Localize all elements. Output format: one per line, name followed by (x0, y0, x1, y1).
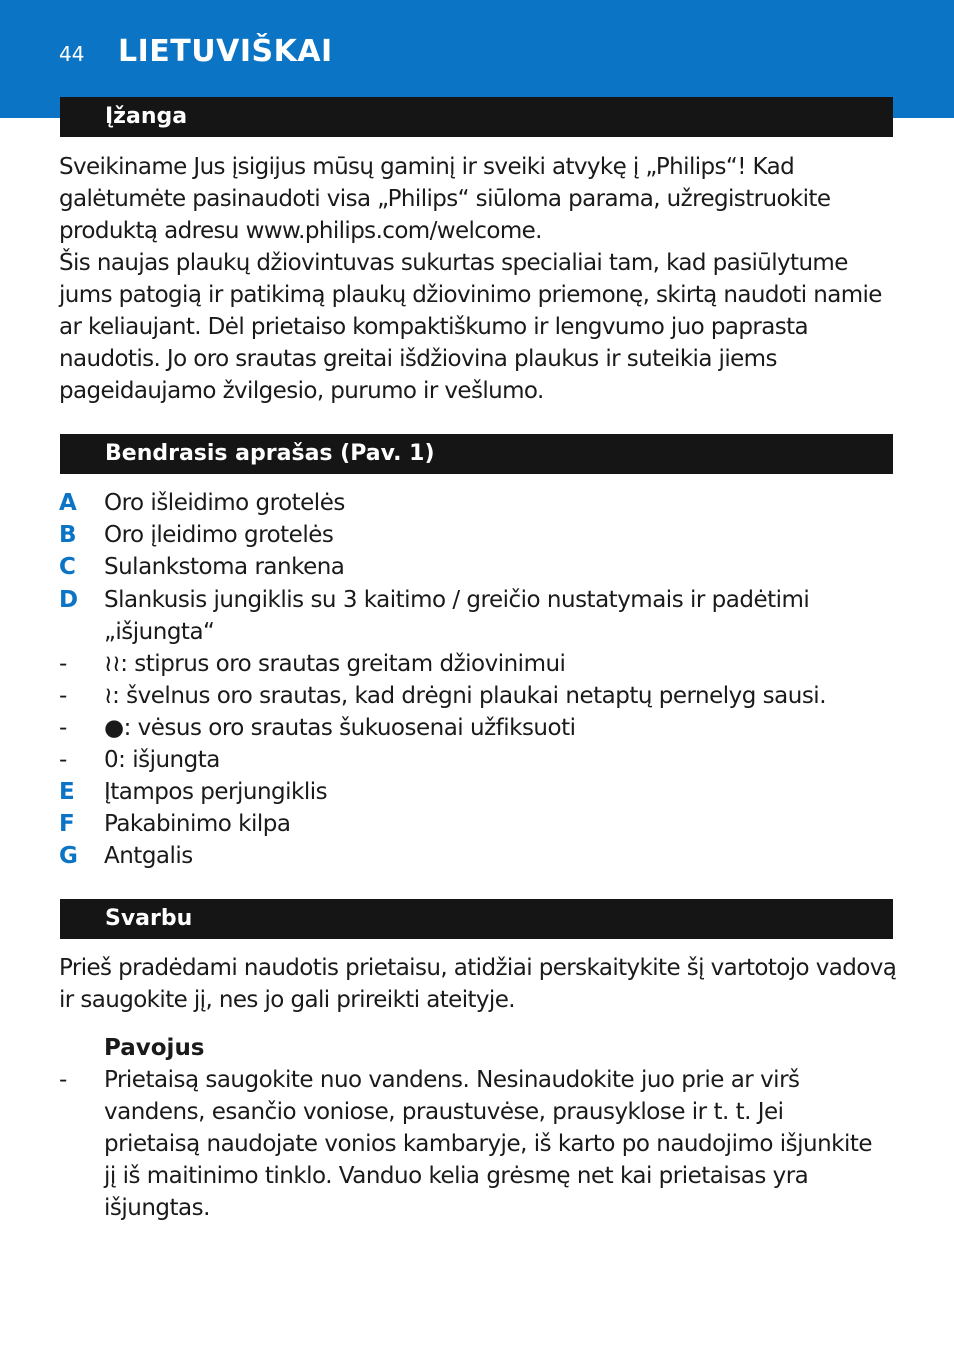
list-item-text: Antgalis (104, 843, 193, 869)
list-marker: G (59, 843, 78, 869)
intro-paragraph-1: Sveikiname Jus įsigijus mūsų gaminį ir sveiki atvykę į „Philips“! Kad galėtumėte pasinaudoti visa „Philips“ siūloma parama, užregistruokite produktą adresu www.philips.com/welcome. (59, 154, 831, 244)
list-item-text: Pakabinimo kilpa (104, 811, 291, 837)
list-item-text: Oro išleidimo grotelės (104, 490, 345, 516)
list-item-text: Prietaisą saugokite nuo vandens. Nesinaudokite juo prie ar virš vandens, esančio voniose, praustuvėse, prausyklose ir t. t. Jei prietaisą naudojate vonios kambaryje, iš karto po naudojimo išjunkite jį iš maitinimo tinklo. Vanduo kelia grėsmę net kai prietaisas yra išjungtas. (104, 1067, 873, 1221)
list-item-text: 0: išjungta (104, 747, 220, 773)
important-paragraph: Prieš pradėdami naudotis prietaisu, atidžiai perskaitykite šį vartotojo vadovą ir saugokite jį, nes jo gali prireikti ateityje. (59, 955, 897, 1013)
list-item-text: Oro įleidimo grotelės (104, 522, 334, 548)
list-marker: E (59, 779, 75, 805)
list-item-text: Sulankstoma rankena (104, 554, 345, 580)
list-dash: - (59, 715, 67, 741)
list-marker: A (59, 490, 77, 516)
list-item-text: ●: vėsus oro srautas šukuosenai užfiksuoti (104, 715, 576, 741)
language-title: LIETUVIŠKAI (118, 34, 333, 69)
list-dash: - (59, 683, 67, 709)
section-header-important: Svarbu (60, 899, 893, 939)
list-marker: C (59, 554, 76, 580)
danger-heading: Pavojus (104, 1035, 205, 1061)
intro-paragraph-2: Šis naujas plaukų džiovintuvas sukurtas specialiai tam, kad pasiūlytume jums patogią ir patikimą plaukų džiovinimo priemonę, skirtą naudoti namie ar keliaujant. Dėl prietaiso kompaktiškumo ir lengvumo juo paprasta naudotis. Jo oro srautas greitai išdžiovina plaukus ir suteikia jiems pageidaujamo žvilgesio, purumo ir vešlumo. (59, 250, 882, 404)
list-marker: B (59, 522, 77, 548)
list-item-text: ≀≀: stiprus oro srautas greitam džiovinimui (104, 651, 566, 677)
list-item-text: Įtampos perjungiklis (104, 779, 328, 805)
section-header-general: Bendrasis aprašas (Pav. 1) (60, 434, 893, 474)
list-dash: - (59, 651, 67, 677)
list-item-text: Slankusis jungiklis su 3 kaitimo / greičio nustatymais ir padėtimi „išjungta“ (104, 587, 810, 645)
list-dash: - (59, 747, 67, 773)
list-marker: D (59, 587, 78, 613)
section-header-intro: Įžanga (60, 97, 893, 137)
page-number: 44 (59, 42, 85, 66)
list-marker: F (59, 811, 75, 837)
list-item-text: ≀: švelnus oro srautas, kad drėgni plaukai netaptų pernelyg sausi. (104, 683, 827, 709)
list-dash: - (59, 1067, 67, 1093)
